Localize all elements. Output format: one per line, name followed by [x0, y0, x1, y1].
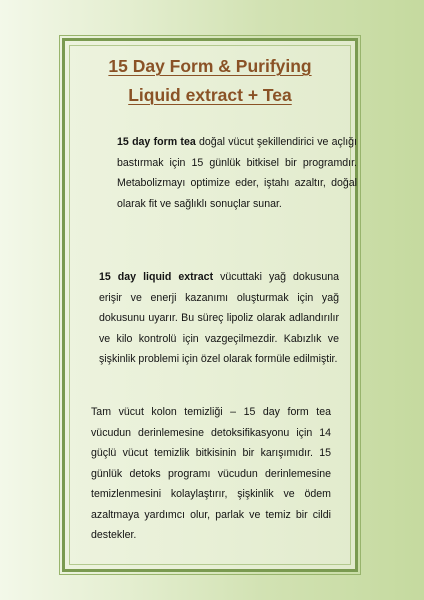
paragraph-liquid-extract — [91, 267, 339, 370]
paragraph-body: doğal vücut şekillendirici ve açlığı bastırmak için 15 günlük bitkisel bir programdır. Metabolizmayı optimize eder, iştahı azaltır, doğal olarak fit ve sağlıklı sonuçlar sunar. — [117, 136, 357, 210]
paragraph-form-tea — [91, 132, 357, 214]
paragraph-body: Tam vücut kolon temizliği – 15 day form tea vücudun derinlemesine detoksifikasyonu için 14 güçlü vücut temizlik bitkisinin bir karışımıdır. 15 günlük detoks programı vücudun derinlemesine temizlenmesini kolaylaştırır, şişkinlik ve ödem azaltmaya yardımcı olur, parlak ve temiz bir cildi destekler. — [91, 406, 331, 541]
title-line-2: Liquid extract + Tea — [128, 85, 292, 105]
page-title — [65, 52, 355, 110]
content-frame — [62, 38, 358, 572]
paragraph-bold-lead: 15 day liquid extract — [99, 271, 214, 283]
paragraph-bold-lead: 15 day form tea — [117, 136, 196, 148]
paragraph-colon-cleanse — [91, 402, 331, 546]
paragraph-body: vücuttaki yağ dokusuna erişir ve enerji kazanımı oluşturmak için yağ dokusunu uyarır. Bu süreç lipoliz olarak adlandırılır ve kilo kontrolü için vazgeçilmezdir. Kabızlık ve şişkinlik problemi için özel olarak formüle edilmiştir. — [99, 271, 339, 365]
title-line-1: 15 Day Form & Purifying — [108, 56, 312, 76]
